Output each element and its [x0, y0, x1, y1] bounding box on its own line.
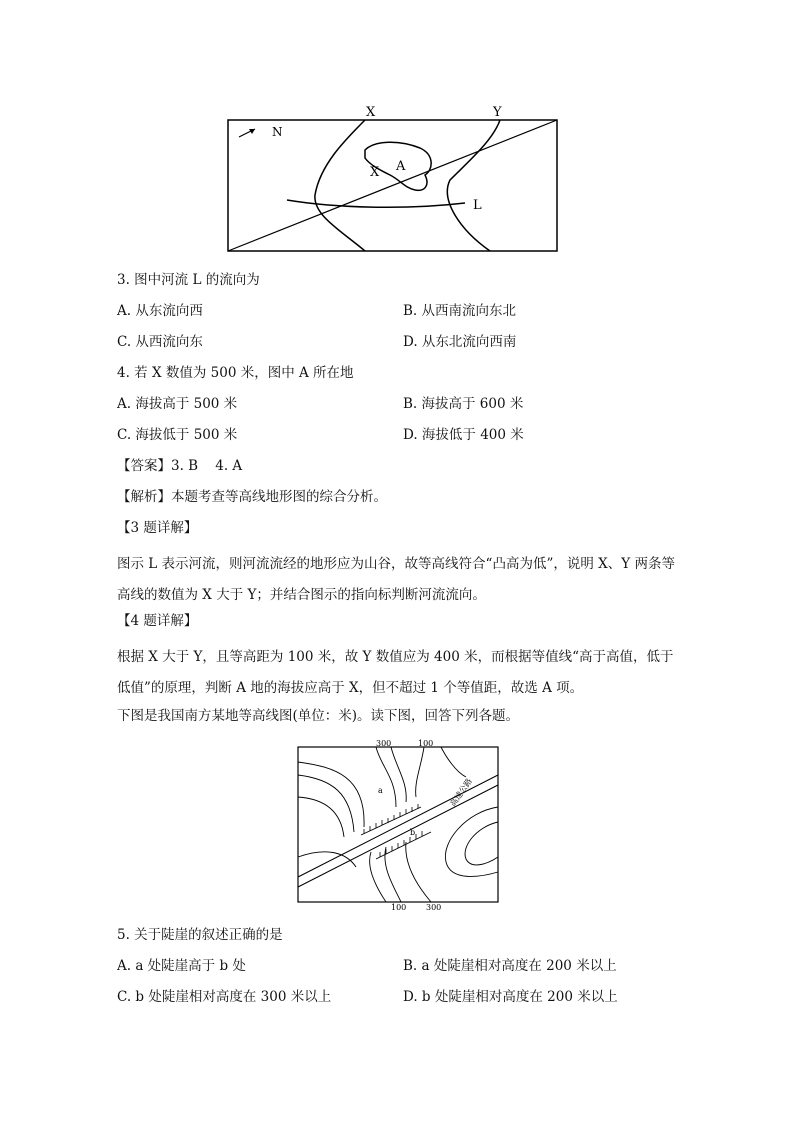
q4-option-d: D. 海拔低于 400 米	[403, 427, 524, 443]
contour-y	[447, 120, 500, 251]
label-x-inner: X	[370, 165, 380, 180]
question-5-stem: 5. 关于陡崖的叙述正确的是	[117, 927, 283, 943]
q5-option-d: D. b 处陡崖相对高度在 200 米以上	[403, 989, 618, 1005]
q4-detail-header: 【4 题详解】	[117, 613, 198, 629]
label-300-top: 300	[376, 739, 392, 748]
q3-option-c: C. 从西流向东	[117, 334, 203, 350]
question-4-stem: 4. 若 X 数值为 500 米，图中 A 所在地	[117, 365, 354, 381]
river-l	[287, 200, 465, 207]
q3-option-d: D. 从东北流向西南	[403, 334, 517, 350]
q5-option-c: C. b 处陡崖相对高度在 300 米以上	[117, 989, 332, 1005]
analysis-line: 【解析】本题考查等高线地形图的综合分析。	[117, 489, 387, 505]
contour-map-figure-1	[225, 100, 560, 255]
q3-option-a: A. 从东流向西	[117, 303, 203, 319]
intro-line: 下图是我国南方某地等高线图(单位：米)。读下图，回答下列各题。	[117, 708, 520, 724]
label-a: A	[396, 159, 406, 174]
q3-detail-text: 图示 L 表示河流，则河流流经的地形应为山谷，故等高线符合“凸高为低”，说明 X、Y 两条等高线的数值为 X 大于 Y；并结合图示的指向标判断河流流向。	[117, 556, 675, 603]
contour-map-figure-2	[296, 737, 501, 912]
q3-option-b: B. 从西南流向东北	[403, 303, 517, 319]
q4-option-a: A. 海拔高于 500 米	[117, 396, 238, 412]
label-x-top: X	[366, 105, 376, 120]
label-a-fig2: a	[378, 786, 383, 795]
q3-detail-header: 【3 题详解】	[117, 520, 198, 536]
contour-x	[315, 120, 365, 251]
q4-option-c: C. 海拔低于 500 米	[117, 427, 238, 443]
q5-option-b: B. a 处陡崖相对高度在 200 米以上	[403, 958, 617, 974]
label-b-fig2: b	[410, 828, 416, 837]
label-y-top: Y	[493, 105, 502, 120]
north-label: N	[272, 125, 283, 139]
label-100-top: 100	[418, 739, 434, 748]
question-3-stem: 3. 图中河流 L 的流向为	[117, 272, 260, 288]
q4-detail-text: 根据 X 大于 Y，且等高距为 100 米，故 Y 数值应为 400 米，而根据等值线“高于高值，低于低值”的原理，判断 A 地的海拔应高于 X，但不超过 1 个等值距，故选 A 项。	[117, 649, 674, 696]
highway-label: 高速公路	[448, 776, 474, 809]
q5-option-a: A. a 处陡崖高于 b 处	[117, 958, 246, 974]
q4-option-b: B. 海拔高于 600 米	[403, 396, 524, 412]
label-300-bottom: 300	[426, 903, 442, 912]
label-l: L	[473, 198, 482, 213]
answer-line: 【答案】3. B 4. A	[117, 458, 243, 474]
label-100-bottom: 100	[391, 903, 407, 912]
